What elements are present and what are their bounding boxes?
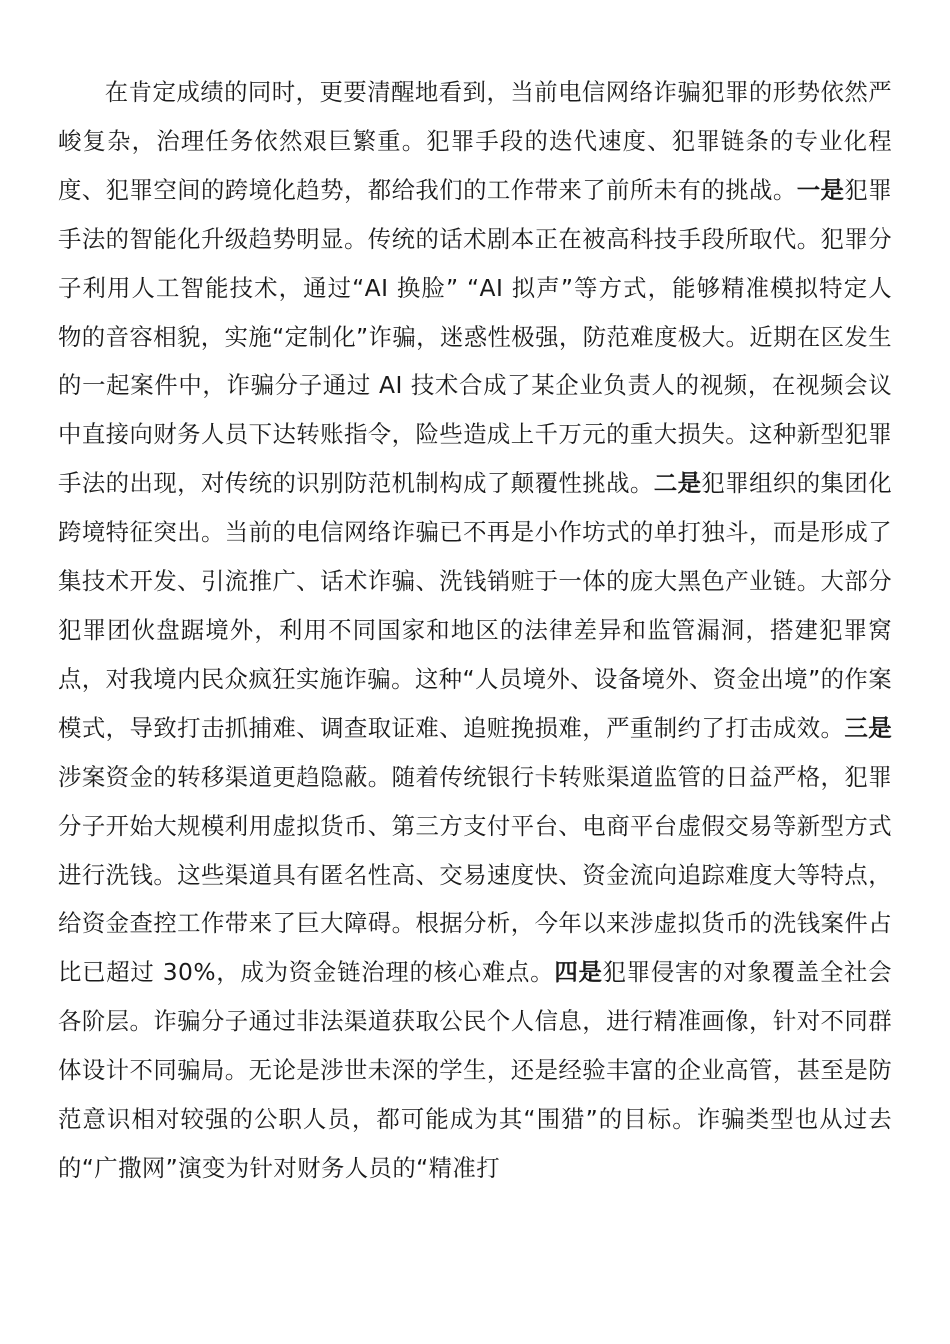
text-segment: 犯罪组织的集团化跨境特征突出。当前的电信网络诈骗已不再是小作坊式的单打独斗，而是形成了集技术开发、引流推广、话术诈骗、洗钱销赃于一体的庞大黑色产业链。大部分犯罪团伙盘踞境外，利用不同国家和地区的法律差异和监管漏洞，搭建犯罪窝点，对我境内民众疯狂实施诈骗。这种“人员境外、设备境外、资金出境”的作案模式，导致打击抓捕难、调查取证难、追赃挽损难，严重制约了打击成效。 bbox=[58, 469, 893, 742]
document-page bbox=[58, 68, 892, 1193]
text-segment: 犯罪手法的智能化升级趋势明显。传统的话术剧本正在被高科技手段所取代。犯罪分子利用人工智能技术，通过“AI 换脸” “AI 拟声”等方式，能够精准模拟特定人物的音容相貌，实施“定制化”诈骗，迷惑性极强，防范难度极大。近期在区发生的一起案件中，诈骗分子通过 AI 技术合成了某企业负责人的视频，在视频会议中直接向财务人员下达转账指令，险些造成上千万元的重大损失。这种新型犯罪手法的出现，对传统的识别防范机制构成了颠覆性挑战。 bbox=[58, 175, 892, 498]
bold-marker-two: 二是 bbox=[653, 469, 702, 498]
bold-marker-one: 一是 bbox=[796, 175, 845, 204]
bold-marker-three: 三是 bbox=[844, 713, 892, 742]
bold-marker-four: 四是 bbox=[554, 958, 603, 987]
text-segment: 犯罪侵害的对象覆盖全社会各阶层。诈骗分子通过非法渠道获取公民个人信息，进行精准画像，针对不同群体设计不同骗局。无论是涉世未深的学生，还是经验丰富的企业高管，甚至是防范意识相对较强的公职人员，都可能成为其“围猎”的目标。诈骗类型也从过去的“广撒网”演变为针对财务人员的“精准打 bbox=[58, 958, 892, 1182]
text-segment: 涉案资金的转移渠道更趋隐蔽。随着传统银行卡转账渠道监管的日益严格，犯罪分子开始大规模利用虚拟货币、第三方支付平台、电商平台虚假交易等新型方式进行洗钱。这些渠道具有匿名性高、交易速度快、资金流向追踪难度大等特点，给资金查控工作带来了巨大障碍。根据分析，今年以来涉虚拟货币的洗钱案件占比已超过 30%，成为资金链治理的核心难点。 bbox=[58, 762, 892, 987]
text-segment: 在肯定成绩的同时，更要清醒地看到，当前电信网络诈骗犯罪的形势依然严峻复杂，治理任务依然艰巨繁重。犯罪手段的迭代速度、犯罪链条的专业化程度、犯罪空间的跨境化趋势，都给我们的工作带来了前所未有的挑战。 bbox=[58, 78, 892, 204]
body-paragraph bbox=[58, 68, 892, 1193]
